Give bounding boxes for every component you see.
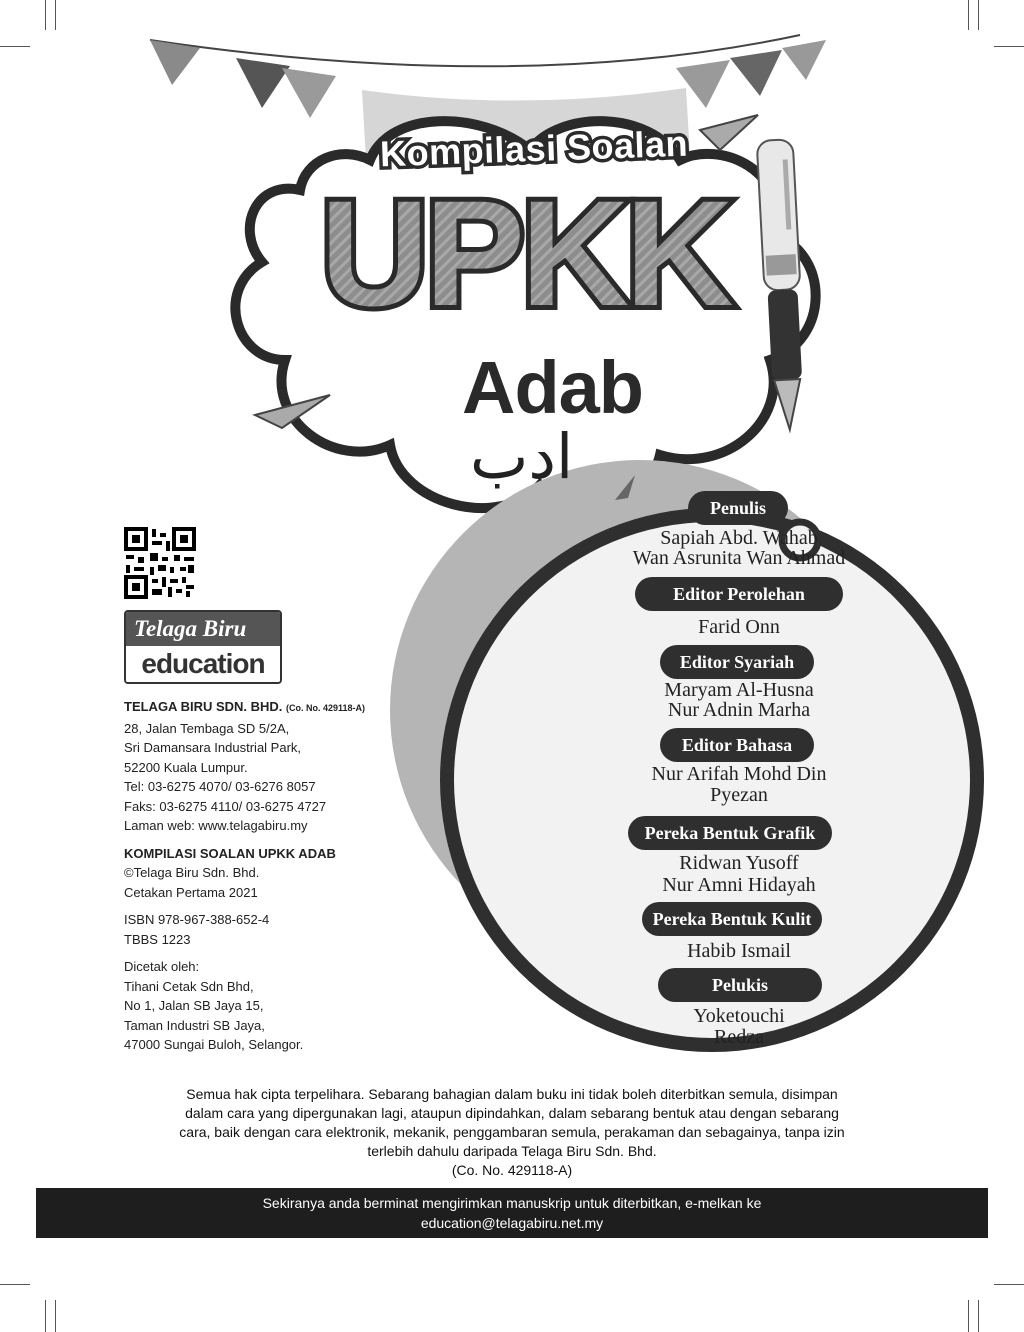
credit-name: Maryam Al-Husna [664, 679, 814, 701]
footer-email: education@telagabiru.net.my [420, 1215, 604, 1231]
main-title-graphic [290, 180, 760, 330]
credit-name: Nur Arifah Mohd Din [651, 763, 827, 785]
credit-name: Ridwan Yusoff [679, 852, 799, 874]
copyright-line: Semua hak cipta terpelihara. Sebarang bahagian dalam buku ini tidak boleh diterbitkan semula, disimpan [186, 1086, 838, 1102]
book-tbbs: TBBS 1223 [124, 931, 191, 947]
publisher-company-no: (Co. No. 429118-A) [286, 703, 366, 713]
bunting-flag [730, 50, 782, 96]
crop-mark [968, 1300, 969, 1332]
publisher-address-line: 28, Jalan Tembaga SD 5/2A, [124, 720, 290, 736]
crop-mark [978, 1300, 979, 1332]
credit-name: Farid Onn [698, 616, 780, 638]
book-edition: Cetakan Pertama 2021 [124, 884, 258, 900]
book-isbn: ISBN 978-967-388-652-4 [124, 912, 270, 927]
copyright-line: terlebih dahulu daripada Telaga Biru Sdn. Bhd. [367, 1143, 657, 1159]
credit-name: Habib Ismail [687, 940, 791, 962]
credit-role-editor-bahasa: Editor Bahasa [660, 728, 814, 762]
copyright-line: dalam cara yang dipergunakan lagi, ataupun dipindahkan, dalam sebarang bentuk atau dengan sebarang [185, 1105, 839, 1121]
credit-role-pereka-bentuk-kulit: Pereka Bentuk Kulit [642, 902, 822, 936]
credit-role-editor-perolehan: Editor Perolehan [635, 577, 843, 611]
printer-address-line: 47000 Sungai Buloh, Selangor. [124, 1037, 304, 1052]
logo-bottom-text: education [126, 646, 280, 682]
copyright-line: cara, baik dengan cara elektronik, mekanik, penggambaran semula, perakaman dan sebagainya, tanpa izin [179, 1124, 845, 1140]
credit-name: Nur Adnin Marha [667, 699, 811, 721]
credit-name: Redza [714, 1026, 764, 1048]
printer-name: Tihani Cetak Sdn Bhd, [124, 978, 254, 994]
publisher-fax: Faks: 03-6275 4110/ 03-6275 4727 [124, 798, 327, 814]
bunting-flag [236, 58, 290, 108]
credit-name: Sapiah Abd. Wahab [660, 527, 818, 549]
credit-role-editor-syariah: Editor Syariah [660, 645, 814, 679]
logo-top-text: Telaga Biru [126, 612, 280, 646]
credit-name: Wan Asrunita Wan Ahmad [632, 547, 846, 569]
printer-address-line: Taman Industri SB Jaya, [124, 1017, 265, 1033]
crop-mark [45, 1300, 46, 1332]
credit-name: Nur Amni Hidayah [662, 874, 816, 896]
publisher-web: Laman web: www.telagabiru.my [124, 818, 308, 833]
publisher-address-line: 52200 Kuala Lumpur. [124, 759, 248, 775]
bunting-flag [782, 40, 826, 80]
main-title: UPKK [320, 180, 730, 330]
credit-role-penulis: Penulis [688, 491, 788, 525]
copyright-notice [100, 1085, 924, 1180]
crop-mark [0, 1284, 30, 1285]
crop-mark [55, 1300, 56, 1332]
bunting-flag [282, 68, 336, 118]
publication-info [124, 697, 365, 1055]
credit-role-pelukis: Pelukis [658, 968, 822, 1002]
subject-arabic: ادب [470, 420, 574, 493]
series-title: Kompilasi Soalan [379, 122, 689, 175]
subject-title: Adab [462, 346, 643, 429]
copyright-line: (Co. No. 429118-A) [451, 1162, 573, 1178]
credit-name: Yoketouchi [693, 1005, 785, 1027]
crop-mark [994, 1284, 1024, 1285]
printer-address-line: No 1, Jalan SB Jaya 15, [124, 998, 264, 1013]
credit-name: Pyezan [710, 784, 768, 806]
paper-plane-icon [700, 115, 758, 150]
publisher-logo [124, 610, 282, 684]
publisher-tel: Tel: 03-6275 4070/ 03-6276 8057 [124, 779, 316, 794]
publisher-address-line: Sri Damansara Industrial Park, [124, 740, 302, 755]
credit-role-pereka-bentuk-grafik: Pereka Bentuk Grafik [628, 816, 832, 850]
submission-footer [36, 1188, 988, 1238]
footer-text: Sekiranya anda berminat mengirimkan manuskrip untuk diterbitkan, e-melkan ke [262, 1195, 762, 1211]
book-copyright: ©Telaga Biru Sdn. Bhd. [124, 865, 260, 880]
publisher-name: TELAGA BIRU SDN. BHD. [124, 699, 283, 714]
qr-code-icon [124, 527, 196, 599]
printer-label: Dicetak oleh: [124, 959, 200, 974]
book-title: KOMPILASI SOALAN UPKK ADAB [124, 845, 336, 861]
